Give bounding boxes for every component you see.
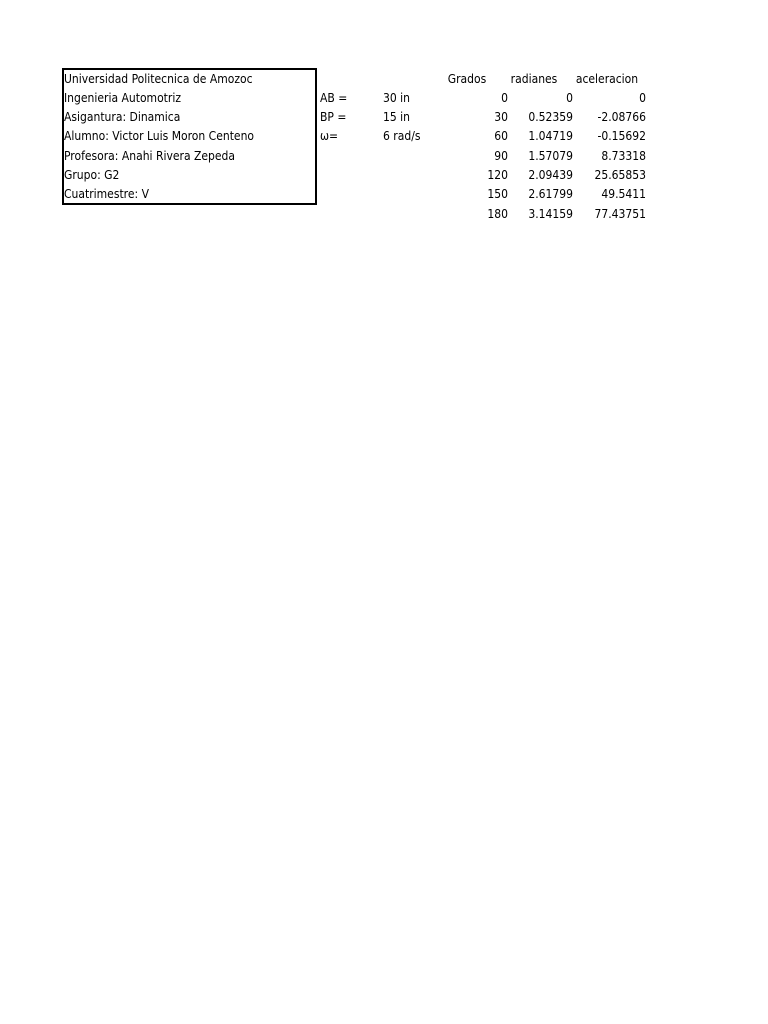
- table-cell: 0: [639, 91, 646, 105]
- table-cell: -2.08766: [597, 110, 646, 124]
- teacher-name: Profesora: Anahi Rivera Zepeda: [64, 149, 235, 163]
- table-cell: 90: [494, 149, 508, 163]
- table-cell: 0: [566, 91, 573, 105]
- student-name: Alumno: Victor Luis Moron Centeno: [64, 129, 255, 143]
- subject-name: Asigantura: Dinamica: [64, 110, 181, 124]
- param-value-bp: 15 in: [383, 110, 411, 124]
- param-label-bp: BP =: [320, 110, 347, 124]
- table-cell: 49.5411: [601, 187, 646, 201]
- table-cell: 150: [487, 187, 508, 201]
- param-value-ab: 30 in: [383, 91, 411, 105]
- program-name: Ingenieria Automotriz: [64, 91, 182, 105]
- term-name: Cuatrimestre: V: [64, 187, 149, 201]
- table-cell: 60: [494, 129, 508, 143]
- group-name: Grupo: G2: [64, 168, 120, 182]
- param-label-ab: AB =: [320, 91, 348, 105]
- table-cell: 1.04719: [528, 129, 573, 143]
- table-cell: 1.57079: [528, 149, 573, 163]
- table-cell: 25.65853: [594, 168, 646, 182]
- table-cell: 8.73318: [601, 149, 646, 163]
- table-cell: 2.09439: [528, 168, 573, 182]
- table-cell: 180: [487, 207, 508, 221]
- university-name: Universidad Politecnica de Amozoc: [64, 72, 253, 86]
- table-cell: 0: [501, 91, 508, 105]
- table-cell: -0.15692: [597, 129, 646, 143]
- table-cell: 30: [494, 110, 508, 124]
- header-aceleracion: aceleracion: [575, 72, 639, 86]
- header-radianes: radianes: [510, 72, 558, 86]
- table-cell: 120: [487, 168, 508, 182]
- table-cell: 0.52359: [528, 110, 573, 124]
- table-cell: 3.14159: [528, 207, 573, 221]
- param-value-omega: 6 rad/s: [383, 129, 421, 143]
- table-cell: 77.43751: [594, 207, 646, 221]
- table-cell: 2.61799: [528, 187, 573, 201]
- header-grados: Grados: [447, 72, 487, 86]
- param-label-omega: ω=: [320, 129, 339, 143]
